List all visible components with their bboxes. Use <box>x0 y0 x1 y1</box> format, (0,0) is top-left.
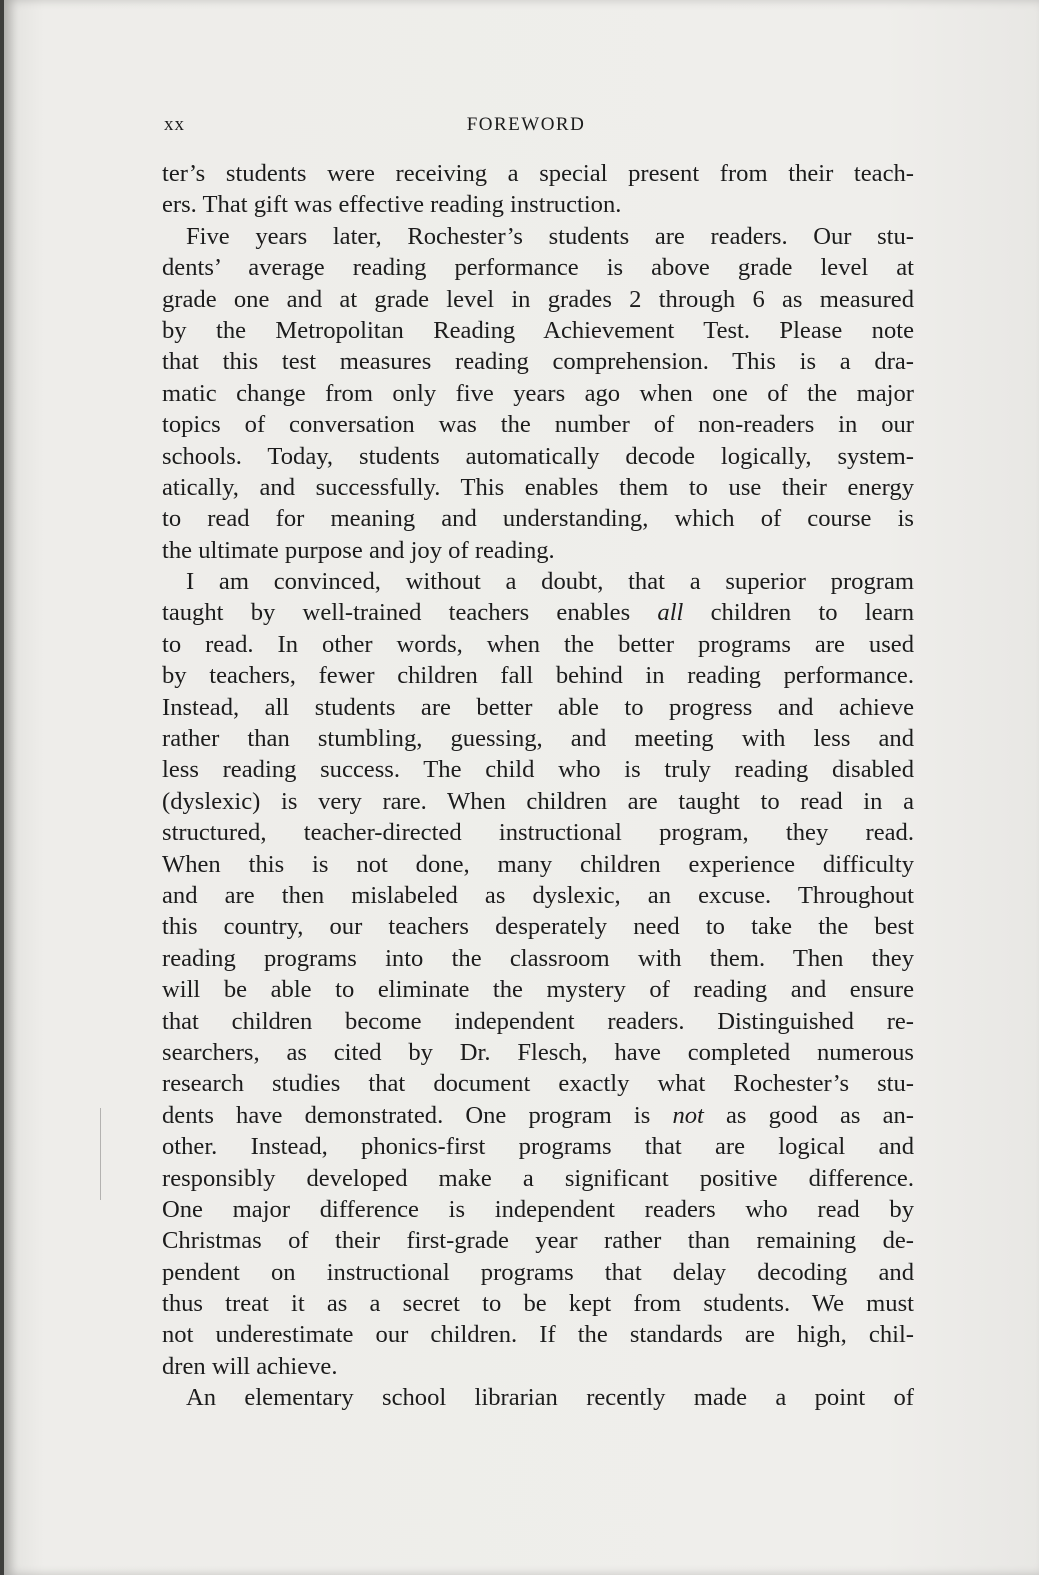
text-line: Instead, all students are better able to progress and achieve <box>162 693 914 721</box>
text-line: Christmas of their first-grade year rather than remaining de- <box>162 1227 914 1255</box>
text-line: the ultimate purpose and joy of reading. <box>162 536 555 564</box>
page-header <box>164 112 912 138</box>
text-line: Five years later, Rochester’s students are readers. Our stu- <box>186 222 914 250</box>
text-line: ers. That gift was effective reading instruction. <box>162 191 622 219</box>
text-line: less reading success. The child who is truly reading disabled <box>162 756 914 784</box>
text-line: and are then mislabeled as dyslexic, an excuse. Throughout <box>162 881 914 909</box>
text-line: that children become independent readers. Distinguished re- <box>162 1007 914 1035</box>
text-line: atically, and successfully. This enables them to use their energy <box>162 473 914 501</box>
text-line: ter’s students were receiving a special present from their teach- <box>162 160 914 187</box>
running-head: FOREWORD <box>466 114 586 135</box>
text-line: to read for meaning and understanding, which of course is <box>162 505 914 533</box>
text-line: grade one and at grade level in grades 2 through 6 as measured <box>162 285 914 313</box>
text-segment: taught by well-trained teachers enables <box>162 599 658 627</box>
text-line: research studies that document exactly what Rochester’s stu- <box>162 1070 914 1098</box>
text-line: schools. Today, students automatically decode logically, system- <box>162 442 914 470</box>
text-line: other. Instead, phonics-first programs that are logical and <box>162 1133 914 1161</box>
text-line: When this is not done, many children experience difficulty <box>162 850 914 878</box>
text-line <box>162 597 914 628</box>
text-line: pendent on instructional programs that delay decoding and <box>162 1258 914 1286</box>
text-line: I am convinced, without a doubt, that a superior program <box>186 568 914 596</box>
text-line: by teachers, fewer children fall behind in reading performance. <box>162 662 914 690</box>
text-line: to read. In other words, when the better programs are used <box>162 630 914 658</box>
text-line: matic change from only five years ago when one of the major <box>162 379 914 407</box>
text-line: by the Metropolitan Reading Achievement Test. Please note <box>162 316 914 344</box>
text-line: responsibly developed make a significant positive difference. <box>162 1164 914 1192</box>
page-number: xx <box>164 114 185 135</box>
text-line: topics of conversation was the number of non-readers in our <box>162 411 914 439</box>
text-line: One major difference is independent readers who read by <box>162 1195 914 1223</box>
text-line: this country, our teachers desperately need to take the best <box>162 913 914 941</box>
emphasized-word: all <box>657 599 684 627</box>
text-line: An elementary school librarian recently made a point of <box>186 1384 914 1412</box>
text-line: not underestimate our children. If the standards are high, chil- <box>162 1321 914 1349</box>
text-line: reading programs into the classroom with them. Then they <box>162 944 914 972</box>
text-line: thus treat it as a secret to be kept from students. We must <box>162 1290 914 1318</box>
margin-pencil-mark <box>100 1108 101 1200</box>
book-page <box>4 0 1039 1575</box>
foreword-body-text <box>162 158 914 1414</box>
text-line: dren will achieve. <box>162 1352 338 1380</box>
text-line: structured, teacher-directed instructional program, they read. <box>162 819 914 847</box>
text-line <box>162 1100 914 1131</box>
text-line: searchers, as cited by Dr. Flesch, have completed numerous <box>162 1038 914 1066</box>
text-segment: children to learn <box>683 599 914 627</box>
text-line: rather than stumbling, guessing, and meeting with less and <box>162 725 914 753</box>
text-segment: as good as an- <box>703 1101 914 1129</box>
text-line: dents’ average reading performance is above grade level at <box>162 254 914 282</box>
emphasized-word: not <box>672 1101 704 1129</box>
text-segment: dents have demonstrated. One program is <box>162 1101 673 1129</box>
text-line: that this test measures reading comprehension. This is a dra- <box>162 348 914 376</box>
text-line: will be able to eliminate the mystery of reading and ensure <box>162 976 914 1004</box>
text-line: (dyslexic) is very rare. When children are taught to read in a <box>162 787 914 815</box>
